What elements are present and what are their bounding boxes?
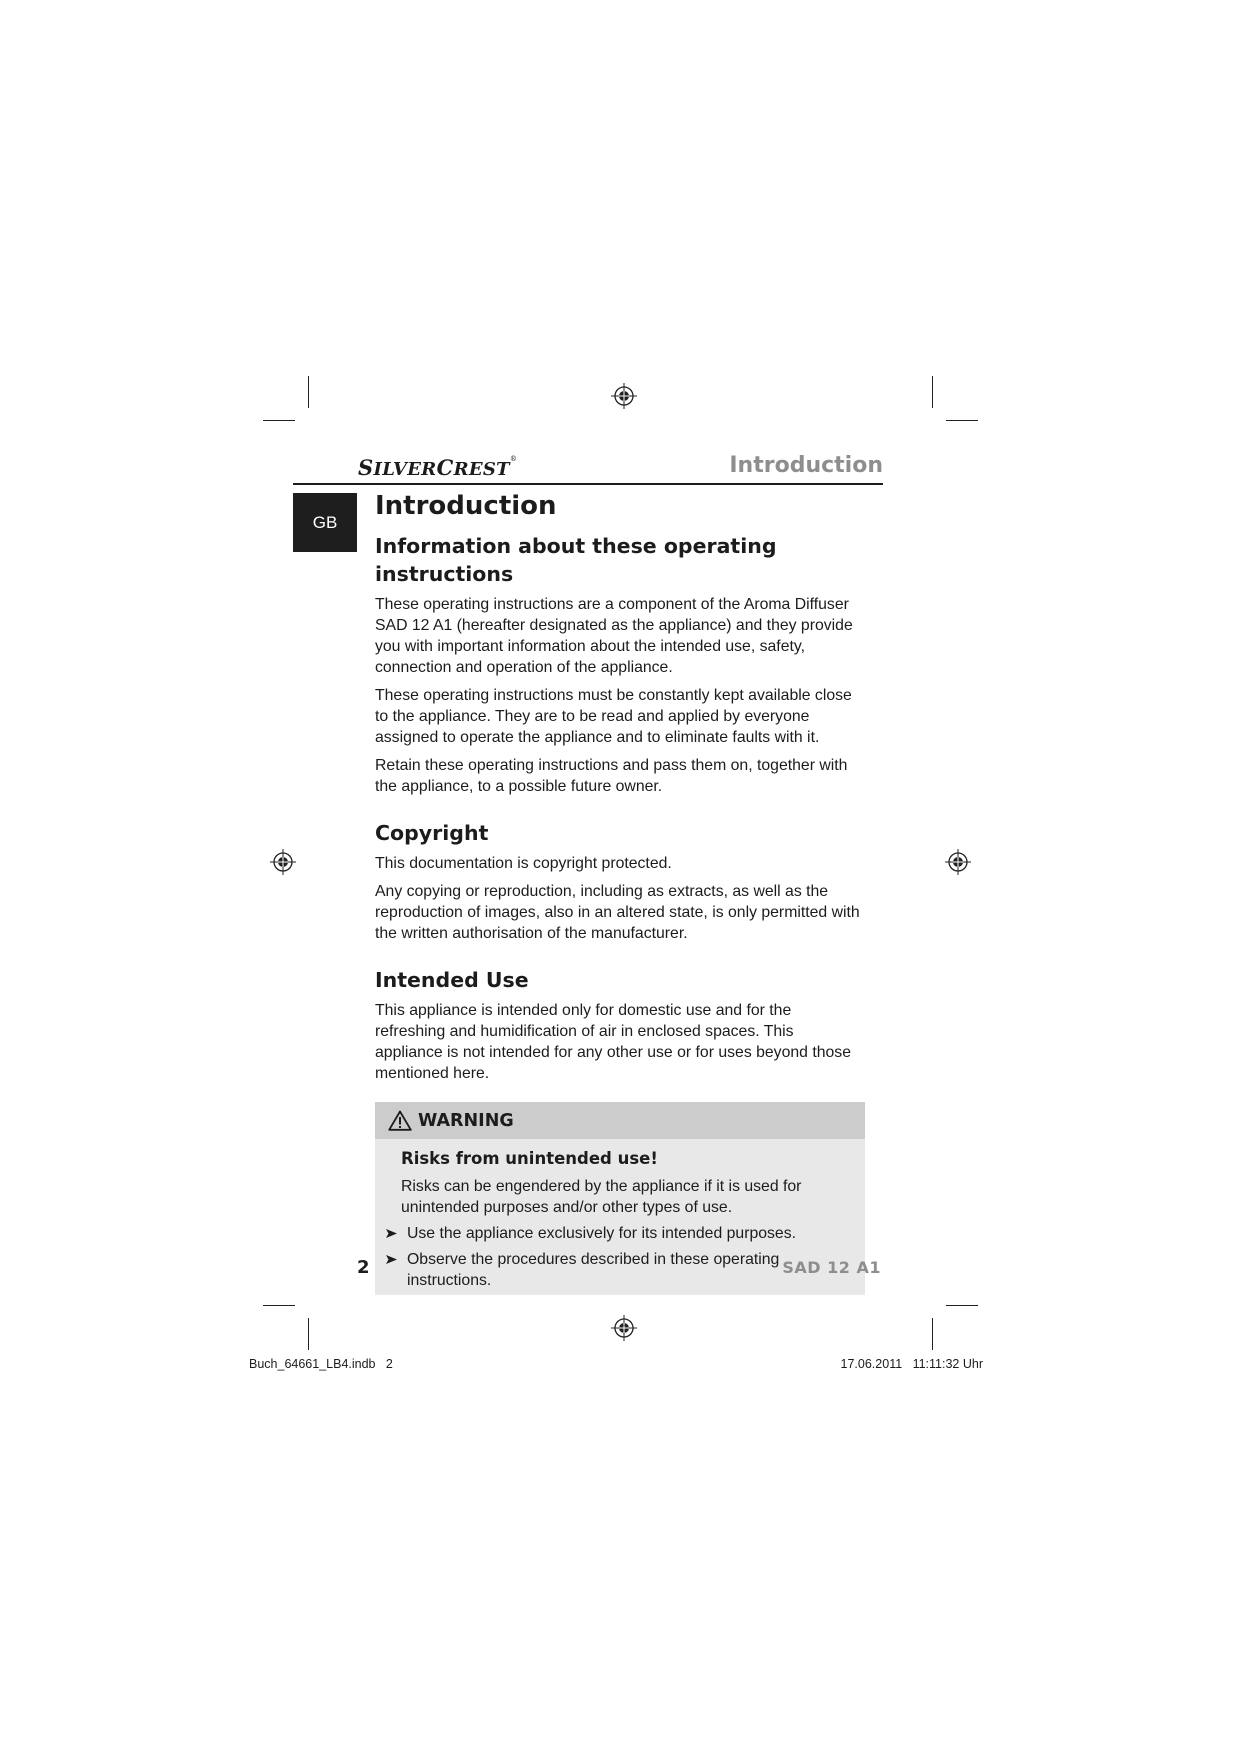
crop-mark bbox=[308, 1318, 309, 1350]
paragraph: These operating instructions must be constantly kept available close to the appliance. They are to be read and applied by everyone assigned to operate the appliance and to eliminate faults with it. bbox=[375, 687, 852, 746]
warning-label: WARNING bbox=[418, 1110, 514, 1131]
crop-mark bbox=[308, 376, 309, 408]
registration-mark-icon bbox=[611, 383, 637, 409]
warning-subheading: Risks from unintended use! bbox=[401, 1149, 658, 1168]
paragraph: This documentation is copyright protected. bbox=[375, 855, 672, 872]
print-slug-datetime: 17.06.2011 11:11:32 Uhr bbox=[840, 1357, 983, 1371]
warning-header bbox=[375, 1102, 865, 1139]
warning-text: Risks can be engendered by the appliance if it is used for unintended purposes and/or other types of use. bbox=[401, 1178, 802, 1216]
list-item bbox=[375, 1223, 865, 1244]
warning-triangle-icon bbox=[388, 1110, 412, 1131]
crop-mark bbox=[263, 1305, 295, 1306]
crop-mark bbox=[946, 420, 978, 421]
registration-mark-icon bbox=[611, 1315, 637, 1341]
crop-mark bbox=[932, 376, 933, 408]
crop-mark bbox=[932, 1318, 933, 1350]
paragraph: Any copying or reproduction, including as extracts, as well as the reproduction of images, also in an altered state, is only permitted with the written authorisation of the manufacturer. bbox=[375, 883, 860, 942]
section-heading: Information about these operating instructions bbox=[375, 534, 777, 586]
paragraph: This appliance is intended only for domestic use and for the refreshing and humidification of air in enclosed spaces. This appliance is not intended for any other use or for uses beyond those mentioned here. bbox=[375, 1002, 851, 1082]
bullet-text: Use the appliance exclusively for its intended purposes. bbox=[407, 1225, 796, 1242]
page-title: Introduction bbox=[375, 491, 557, 521]
language-tab: GB bbox=[293, 493, 357, 552]
section-operating-instructions bbox=[375, 532, 865, 797]
section-copyright bbox=[375, 819, 865, 944]
registration-mark-icon bbox=[270, 849, 296, 875]
brand-logo: SILVERCREST® bbox=[358, 455, 518, 480]
paragraph: Retain these operating instructions and pass them on, together with the appliance, to a possible future owner. bbox=[375, 757, 848, 795]
section-heading: Intended Use bbox=[375, 968, 529, 992]
bullet-text: Observe the procedures described in these operating instructions. bbox=[407, 1251, 780, 1289]
print-slug-file: Buch_64661_LB4.indb 2 bbox=[249, 1357, 393, 1371]
section-intended-use bbox=[375, 966, 865, 1084]
page-number: 2 bbox=[357, 1257, 370, 1278]
model-number: SAD 12 A1 bbox=[782, 1258, 881, 1277]
arrow-bullet-icon bbox=[375, 1223, 407, 1238]
crop-mark bbox=[946, 1305, 978, 1306]
arrow-bullet-icon bbox=[375, 1249, 407, 1264]
registration-mark-icon bbox=[945, 849, 971, 875]
main-content bbox=[375, 488, 865, 1295]
running-header-title: Introduction bbox=[729, 453, 883, 478]
crop-mark bbox=[263, 420, 295, 421]
section-heading: Copyright bbox=[375, 821, 489, 845]
header-rule bbox=[293, 483, 883, 485]
paragraph: These operating instructions are a component of the Aroma Diffuser SAD 12 A1 (hereafter designated as the appliance) and they provide you with important information about the intended use, safety, connection and operation of the appliance. bbox=[375, 596, 853, 676]
